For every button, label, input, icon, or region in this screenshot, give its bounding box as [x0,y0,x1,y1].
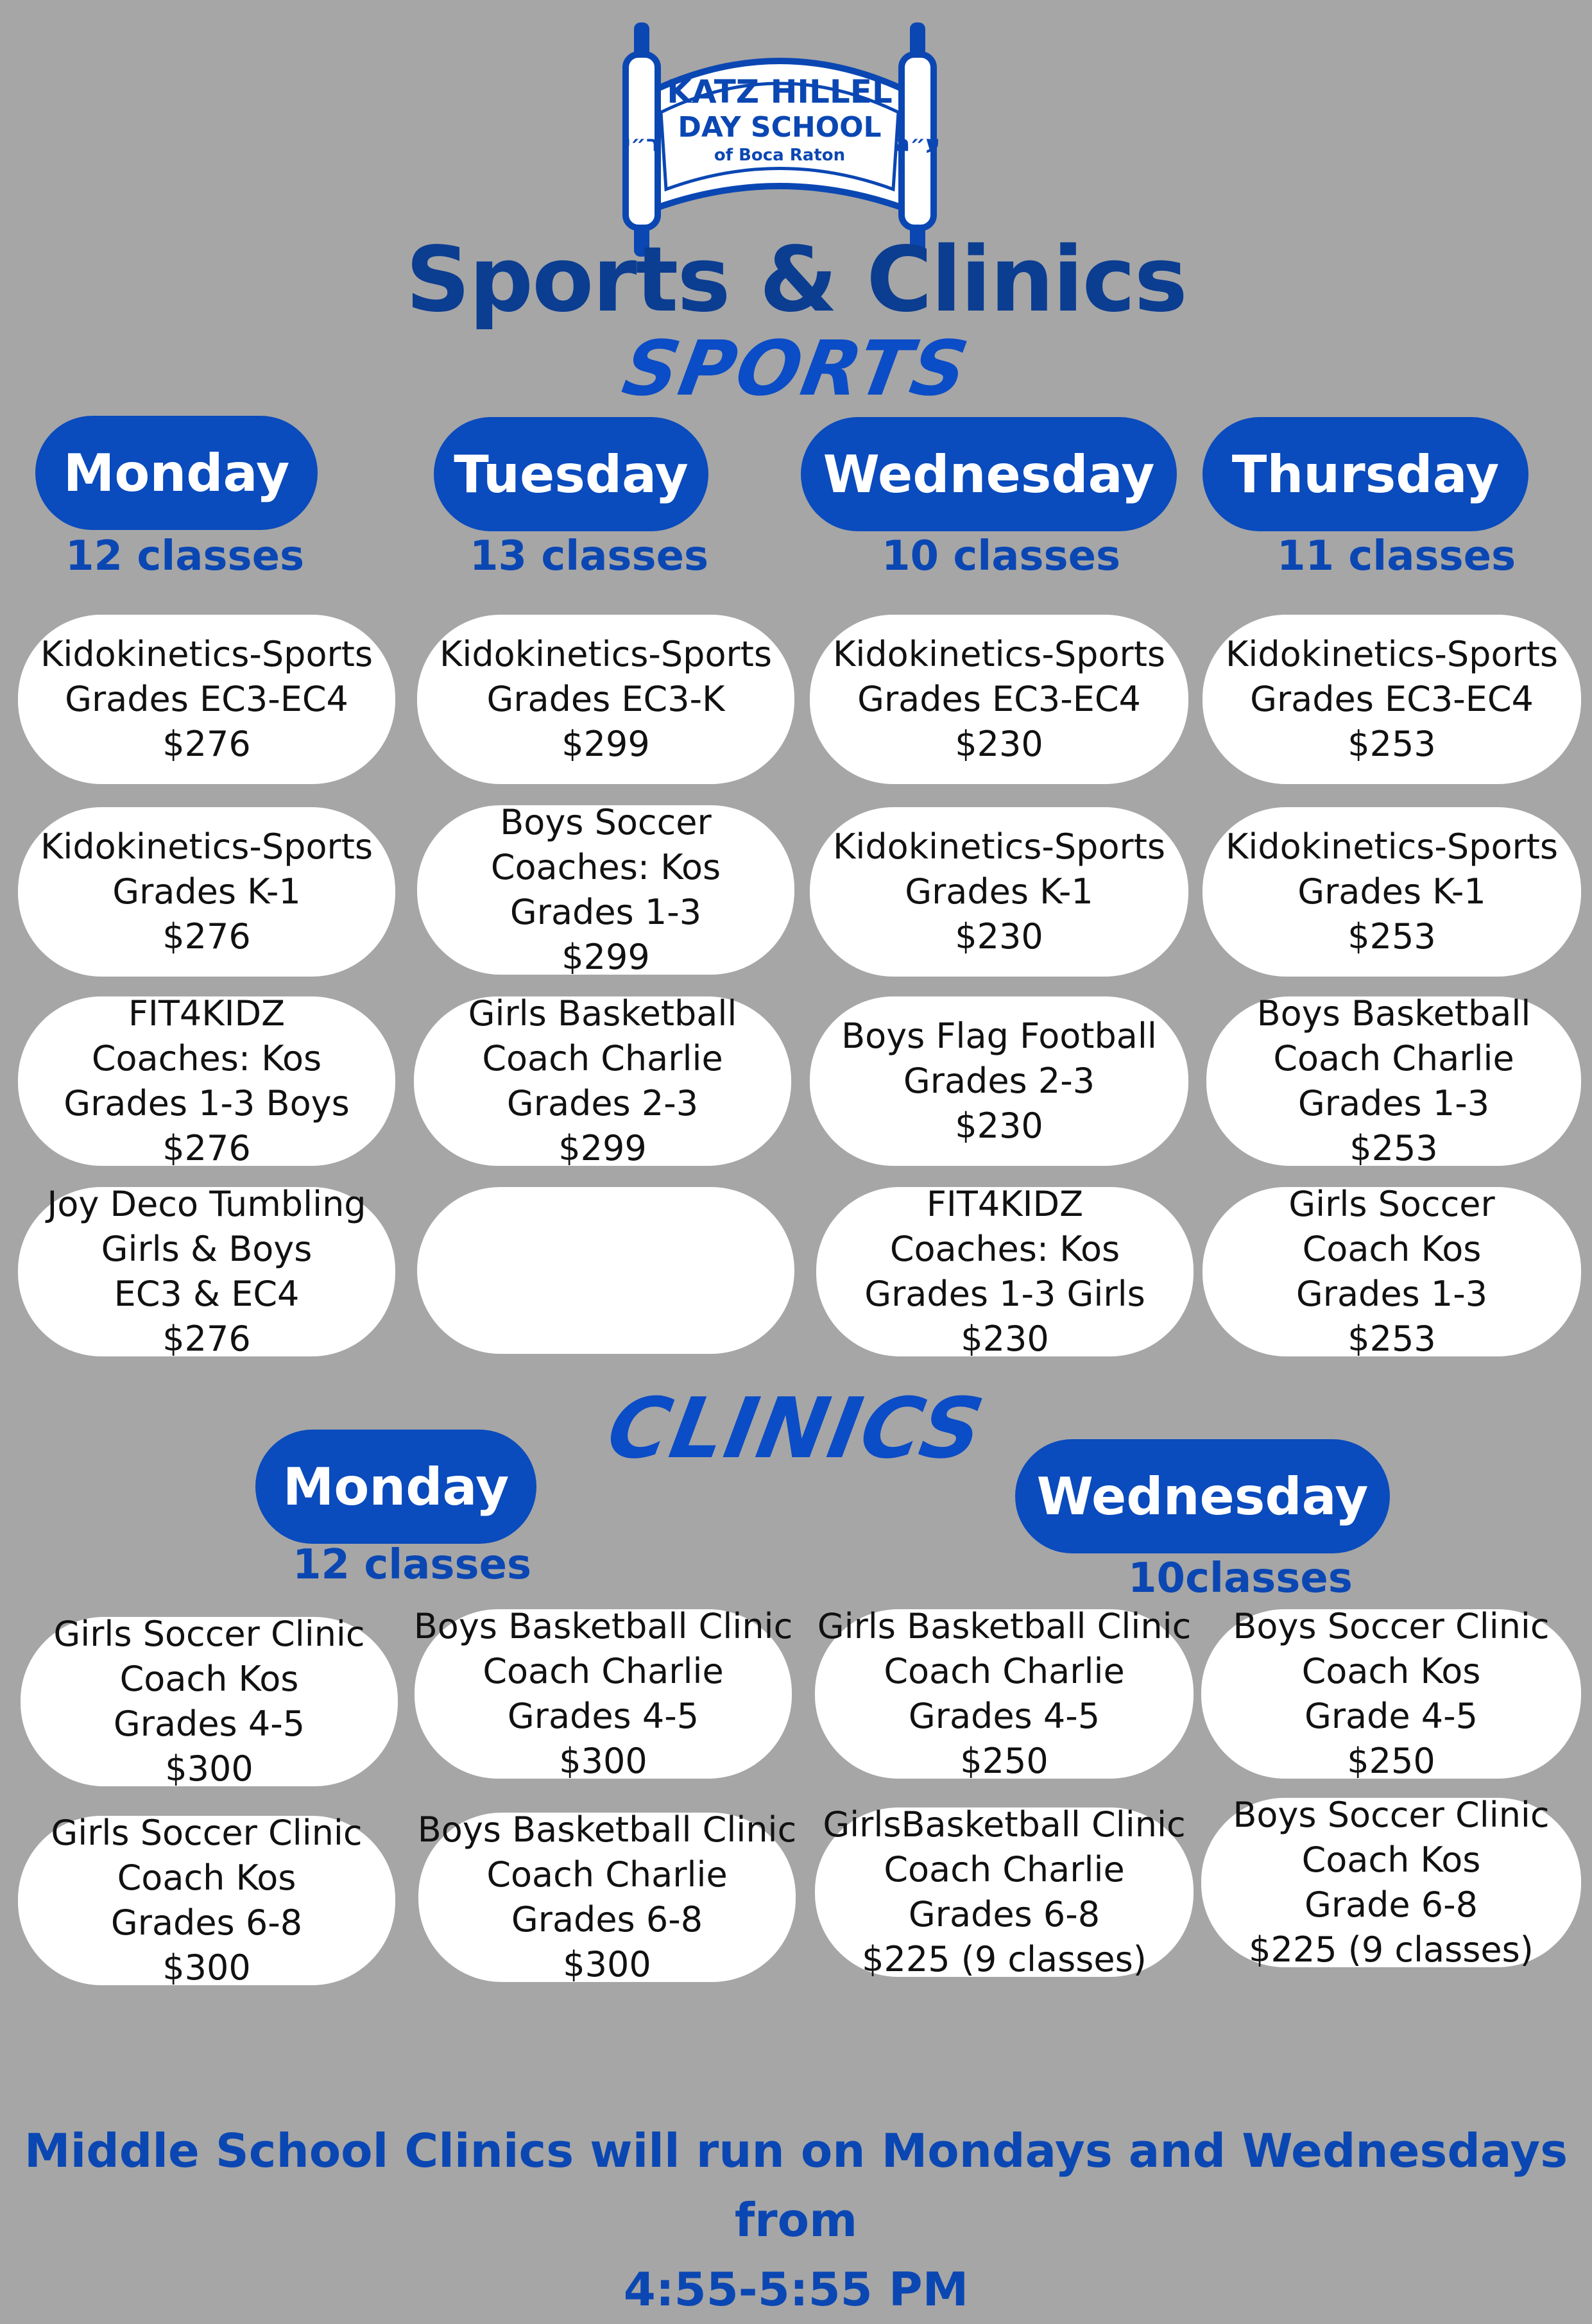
card-price: $250 [1347,1741,1435,1781]
card-coach: Coach Charlie [486,1854,728,1895]
logo-line-3: of Boca Raton [714,146,846,165]
sports-card-wednesday-1 [810,615,1188,784]
card-grades: Grades K-1 [1297,871,1486,912]
class-count-tuesday: 13 classes [470,533,709,580]
card-grades: Grades 6-8 [110,1902,303,1943]
card-grades: Grades K-1 [112,871,301,912]
card-title: Boys Soccer [500,802,712,842]
card-price: $230 [955,1106,1043,1146]
card-title: Boys Basketball Clinic [413,1606,793,1646]
day-pill-wednesday: Wednesday [801,417,1177,531]
clinic-card-wednesday-boys-soccer-6-8 [1201,1795,1581,1970]
logo-line-2: DAY SCHOOL [678,111,882,144]
card-title: Girls Soccer Clinic [51,1813,363,1853]
card-price: $299 [561,937,650,977]
card-title: Boys Soccer Clinic [1233,1606,1550,1646]
card-price: $276 [162,916,251,957]
clinic-day-pill-monday: Monday [255,1430,536,1544]
clinic-card-monday-girls-soccer-6-8 [18,1813,395,1988]
sports-card-tuesday-1 [417,615,794,784]
card-grades: Grades EC3-EC4 [1250,679,1534,719]
card-price: $300 [559,1741,647,1781]
sports-card-tuesday-2 [417,802,794,977]
card-price: $230 [955,724,1043,764]
card-price: $250 [960,1741,1048,1781]
clinic-card-monday-boys-basketball-4-5 [413,1606,793,1781]
card-price: $230 [955,916,1043,957]
sports-card-monday-3 [18,993,395,1168]
card-price: $300 [162,1947,251,1988]
clinic-count-wednesday: 10classes [1128,1555,1353,1602]
sports-card-wednesday-2 [810,807,1188,977]
card-coach: Coach Kos [117,1858,296,1898]
sports-card-thursday-1 [1203,615,1581,784]
card-title: Girls Soccer Clinic [53,1614,365,1654]
card-coach: Coach Charlie [884,1651,1125,1691]
card-coach: Coach Charlie [1273,1038,1514,1079]
card-coach: Coach Charlie [482,1038,723,1079]
card-title: Kidokinetics-Sports [1225,826,1559,867]
card-coach: Coach Kos [119,1659,299,1699]
card-coach: Coach Kos [1301,1651,1481,1691]
card-title: FIT4KIDZ [926,1184,1084,1224]
sports-card-wednesday-3 [810,996,1188,1166]
card-grades: Grades 1-3 [1297,1083,1490,1124]
sports-card-monday-2 [18,807,395,977]
card-coach: Coaches: Kos [91,1038,322,1079]
class-count-thursday: 11 classes [1277,533,1516,580]
card-title: Boys Basketball [1256,993,1531,1034]
card-grades: Grades EC3-K [486,679,725,719]
clinic-card-monday-girls-soccer-4-5 [21,1614,398,1789]
card-grades: EC3 & EC4 [114,1274,300,1314]
day-pill-monday: Monday [35,416,318,530]
card-title: Boys Basketball Clinic [417,1809,797,1850]
card-grades: Grades 1-3 Boys [64,1083,350,1124]
card-title: Girls Basketball Clinic [817,1606,1192,1646]
card-title: Kidokinetics-Sports [1225,634,1559,674]
card-grades: Grades 4-5 [507,1696,699,1736]
card-title: Kidokinetics-Sports [832,826,1166,867]
sports-card-thursday-4 [1203,1184,1581,1359]
card-price: $276 [162,1128,251,1168]
clinic-card-wednesday-girls-basketball-4-5 [815,1606,1194,1781]
card-grades: Grade 4-5 [1305,1696,1478,1736]
card-price: $225 (9 classes) [862,1939,1147,1979]
card-coach: Coaches: Kos [889,1229,1120,1269]
footer-note [0,2116,1592,2324]
logo-line-1: KATZ HILLEL [667,73,893,110]
card-title: GirlsBasketball Clinic [823,1804,1186,1845]
sports-card-tuesday-3 [414,993,791,1168]
logo-hebrew-left: ר״י [624,131,660,157]
card-price: $253 [1349,1128,1438,1168]
card-grades: Grade 6-8 [1305,1884,1478,1925]
class-count-monday: 12 classes [65,533,305,580]
card-price: $253 [1348,724,1436,764]
card-title: Kidokinetics-Sports [40,826,373,867]
card-price: $300 [563,1944,651,1985]
class-count-wednesday: 10 classes [882,533,1121,580]
card-grades: Grades EC3-EC4 [65,679,348,719]
card-price: $300 [165,1748,253,1789]
card-coach: Coach Kos [1302,1229,1482,1269]
card-participants: Girls & Boys [101,1229,312,1269]
page-title: Sports & Clinics [406,228,1186,332]
card-title: Kidokinetics-Sports [832,634,1166,674]
card-grades: Grades 6-8 [511,1899,703,1940]
sports-card-monday-1 [18,615,395,784]
day-pill-thursday: Thursday [1203,417,1528,531]
clinic-card-wednesday-girls-basketball-6-8 [815,1804,1194,1979]
card-grades: Grades 4-5 [113,1704,305,1744]
card-price: $276 [162,724,251,764]
day-pill-tuesday: Tuesday [434,417,708,531]
card-grades: Grades 1-3 [509,892,702,932]
clinic-day-pill-wednesday: Wednesday [1015,1439,1390,1553]
school-logo [597,16,963,260]
footer-line-1: Middle School Clinics will run on Mondays and Wednesdays from [24,2124,1568,2247]
card-coach: Coach Charlie [483,1651,724,1691]
card-grades: Grades 1-3 Girls [864,1274,1145,1314]
card-coach: Coach Kos [1301,1840,1481,1880]
card-price: $276 [162,1319,251,1359]
card-title: Kidokinetics-Sports [40,634,373,674]
card-grades: Grades 2-3 [506,1083,699,1124]
clinic-card-wednesday-boys-soccer-4-5 [1201,1606,1581,1781]
card-grades: Grades 1-3 [1296,1274,1488,1314]
clinic-card-monday-boys-basketball-6-8 [417,1809,797,1985]
sports-card-monday-4 [18,1184,395,1359]
sports-card-thursday-3 [1206,993,1581,1168]
card-title: Joy Deco Tumbling [47,1184,366,1224]
card-price: $299 [561,724,650,764]
card-grades: Grades 2-3 [903,1061,1095,1101]
card-price: $230 [961,1319,1049,1359]
card-grades: Grades 6-8 [908,1894,1100,1935]
sports-heading: SPORTS [616,324,976,413]
clinics-heading: CLINICS [601,1380,991,1477]
card-coach: Coach Charlie [884,1849,1125,1890]
card-grades: Grades K-1 [905,871,1093,912]
card-price: $253 [1348,1319,1436,1359]
card-coach: Coaches: Kos [490,847,721,887]
card-grades: Grades 4-5 [908,1696,1100,1736]
card-title: Boys Flag Football [841,1016,1157,1056]
footer-line-2: 4:55-5:55 PM [623,2262,969,2316]
card-grades: Grades EC3-EC4 [857,679,1141,719]
card-price: $299 [558,1128,647,1168]
card-price: $225 (9 classes) [1249,1929,1534,1970]
logo-hebrew-right: ע״ה [894,131,941,157]
card-title: Kidokinetics-Sports [439,634,773,674]
card-title: Boys Soccer Clinic [1233,1795,1550,1835]
sports-card-wednesday-4 [816,1184,1194,1359]
sports-card-tuesday-empty [417,1187,794,1354]
sports-card-thursday-2 [1203,807,1581,977]
card-price: $253 [1348,916,1436,957]
card-title: FIT4KIDZ [128,993,286,1034]
card-title: Girls Basketball [468,993,737,1034]
card-title: Girls Soccer [1288,1184,1495,1224]
clinic-count-monday: 12 classes [293,1541,532,1589]
